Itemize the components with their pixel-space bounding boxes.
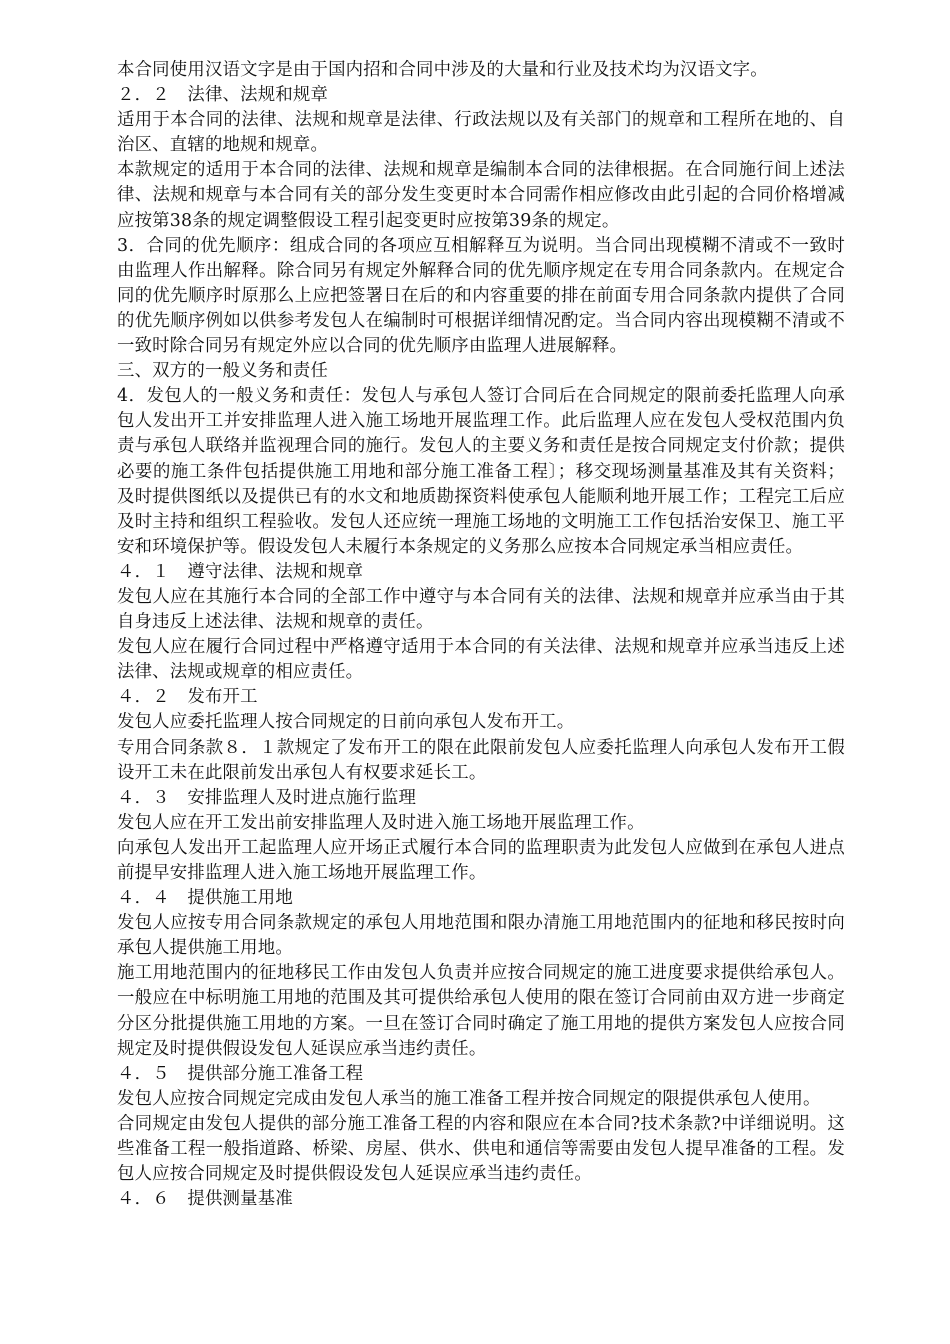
paragraph-site-land-1: 发包人应按专用合同条款规定的承包人用地范围和限办清施工用地范围内的征地和移民按时向承包人提供施工用地。 [117,913,845,959]
section-heading-4-6: ４．６ 提供测量基准 [117,1189,293,1210]
paragraph-legal-basis: 本款规定的适用于本合同的法律、法规和规章是编制本合同的法律根据。在合同施行间上述法律、法规和规章与本合同有关的部分发生变更时本合同需作相应修改由此引起的合同价格增减应按第38条的规定调整假设工程引起变更时应按第39条的规定。 [117,160,845,231]
section-heading-2-2: ２．２ 法律、法规和规章 [117,85,329,106]
paragraph-language: 本合同使用汉语文字是由于国内招和合同中涉及的大量和行业及技术均为汉语文字。 [117,60,768,80]
section-heading-4-3: ４．３ 安排监理人及时进点施行监理 [117,787,417,808]
paragraph-supervisor-2: 向承包人发出开工起监理人应开场正式履行本合同的监理职责为此发包人应做到在承包人进点前提早安排监理人进入施工场地开展监理工作。 [117,837,845,883]
section-heading-4-5: ４．５ 提供部分施工准备工程 [117,1063,364,1084]
chapter-heading-obligations: 三、双方的一般义务和责任 [117,361,329,382]
paragraph-applicable-laws: 适用于本合同的法律、法规和规章是法律、行政法规以及有关部门的规章和工程所在地的、自治区、直辖的地规和规章。 [117,110,845,156]
paragraph-preparatory-works-1: 发包人应按合同规定完成由发包人承当的施工准备工程并按合同规定的限提供承包人使用。 [117,1088,821,1109]
paragraph-site-land-2: 施工用地范围内的征地移民工作由发包人负责并应按合同规定的施工进度要求提供给承包人。一般应在中标明施工用地的范围及其可提供给承包人使用的限在签订合同前由双方进一步商定分区分批提供施工用地的方案。一旦在签订合同时确定了施工用地的提供方案发包人应按合同规定及时提供假设发包人延误应承当违约责任。 [117,963,845,1059]
section-heading-4-2: ４．２ 发布开工 [117,687,258,708]
section-heading-4-4: ４．４ 提供施工用地 [117,888,293,909]
paragraph-preparatory-works-2: 合同规定由发包人提供的部分施工准备工程的内容和限应在本合同?技术条款?中详细说明。这些准备工程一般指道路、桥梁、房屋、供水、供电和通信等需要由发包人提早准备的工程。发包人应按合同规定及时提供假设发包人延误应承当违约责任。 [117,1113,845,1185]
section-heading-4-1: ４．１ 遵守法律、法规和规章 [117,561,364,582]
document-page [117,58,845,1212]
paragraph-comply-laws-1: 发包人应在其施行本合同的全部工作中遵守与本合同有关的法律、法规和规章并应承当由于其自身违反上述法律、法规和规章的责任。 [117,586,845,633]
paragraph-commencement-2: 专用合同条款８．１款规定了发布开工的限在此限前发包人应委托监理人向承包人发布开工假设开工未在此限前发出承包人有权要求延长工。 [117,737,845,783]
paragraph-commencement-1: 发包人应委托监理人按合同规定的日前向承包人发布开工。 [117,712,575,733]
paragraph-precedence: 3．合同的优先顺序：组成合同的各项应互相解释互为说明。当合同出现模糊不清或不一致时由监理人作出解释。除合同另有规定外解释合同的优先顺序规定在专用合同条款内。在规定合同的优先顺序时原那么上应把签署日在后的和内容重要的排在前面专用合同条款内提供了合同的优先顺序例如以供参考发包人在编制时可根据详细情况酌定。当合同内容出现模糊不清或不一致时除合同另有规定外应以合同的优先顺序由监理人进展解释。 [117,235,845,357]
paragraph-employer-obligations: 4．发包人的一般义务和责任：发包人与承包人签订合同后在合同规定的限前委托监理人向承包人发出开工并安排监理人进入施工场地开展监理工作。此后监理人应在发包人受权范围内负责与承包人联络并监视理合同的施行。发包人的主要义务和责任是按合同规定支付价款；提供必要的施工条件包括提供施工用地和部分施工准备工程〕；移交现场测量基准及其有关资料；及时提供图纸以及提供已有的水文和地质勘探资料使承包人能顺利地开展工作；工程完工后应及时主持和组织工程验收。发包人还应统一理施工场地的文明施工工作包括治安保卫、施工平安和环境保护等。假设发包人未履行本条规定的义务那么应按本合同规定承当相应责任。 [117,386,845,557]
paragraph-supervisor-1: 发包人应在开工发出前安排监理人及时进入施工场地开展监理工作。 [117,812,645,833]
paragraph-comply-laws-2: 发包人应在履行合同过程中严格遵守适用于本合同的有关法律、法规和规章并应承当违反上述法律、法规或规章的相应责任。 [117,637,845,683]
